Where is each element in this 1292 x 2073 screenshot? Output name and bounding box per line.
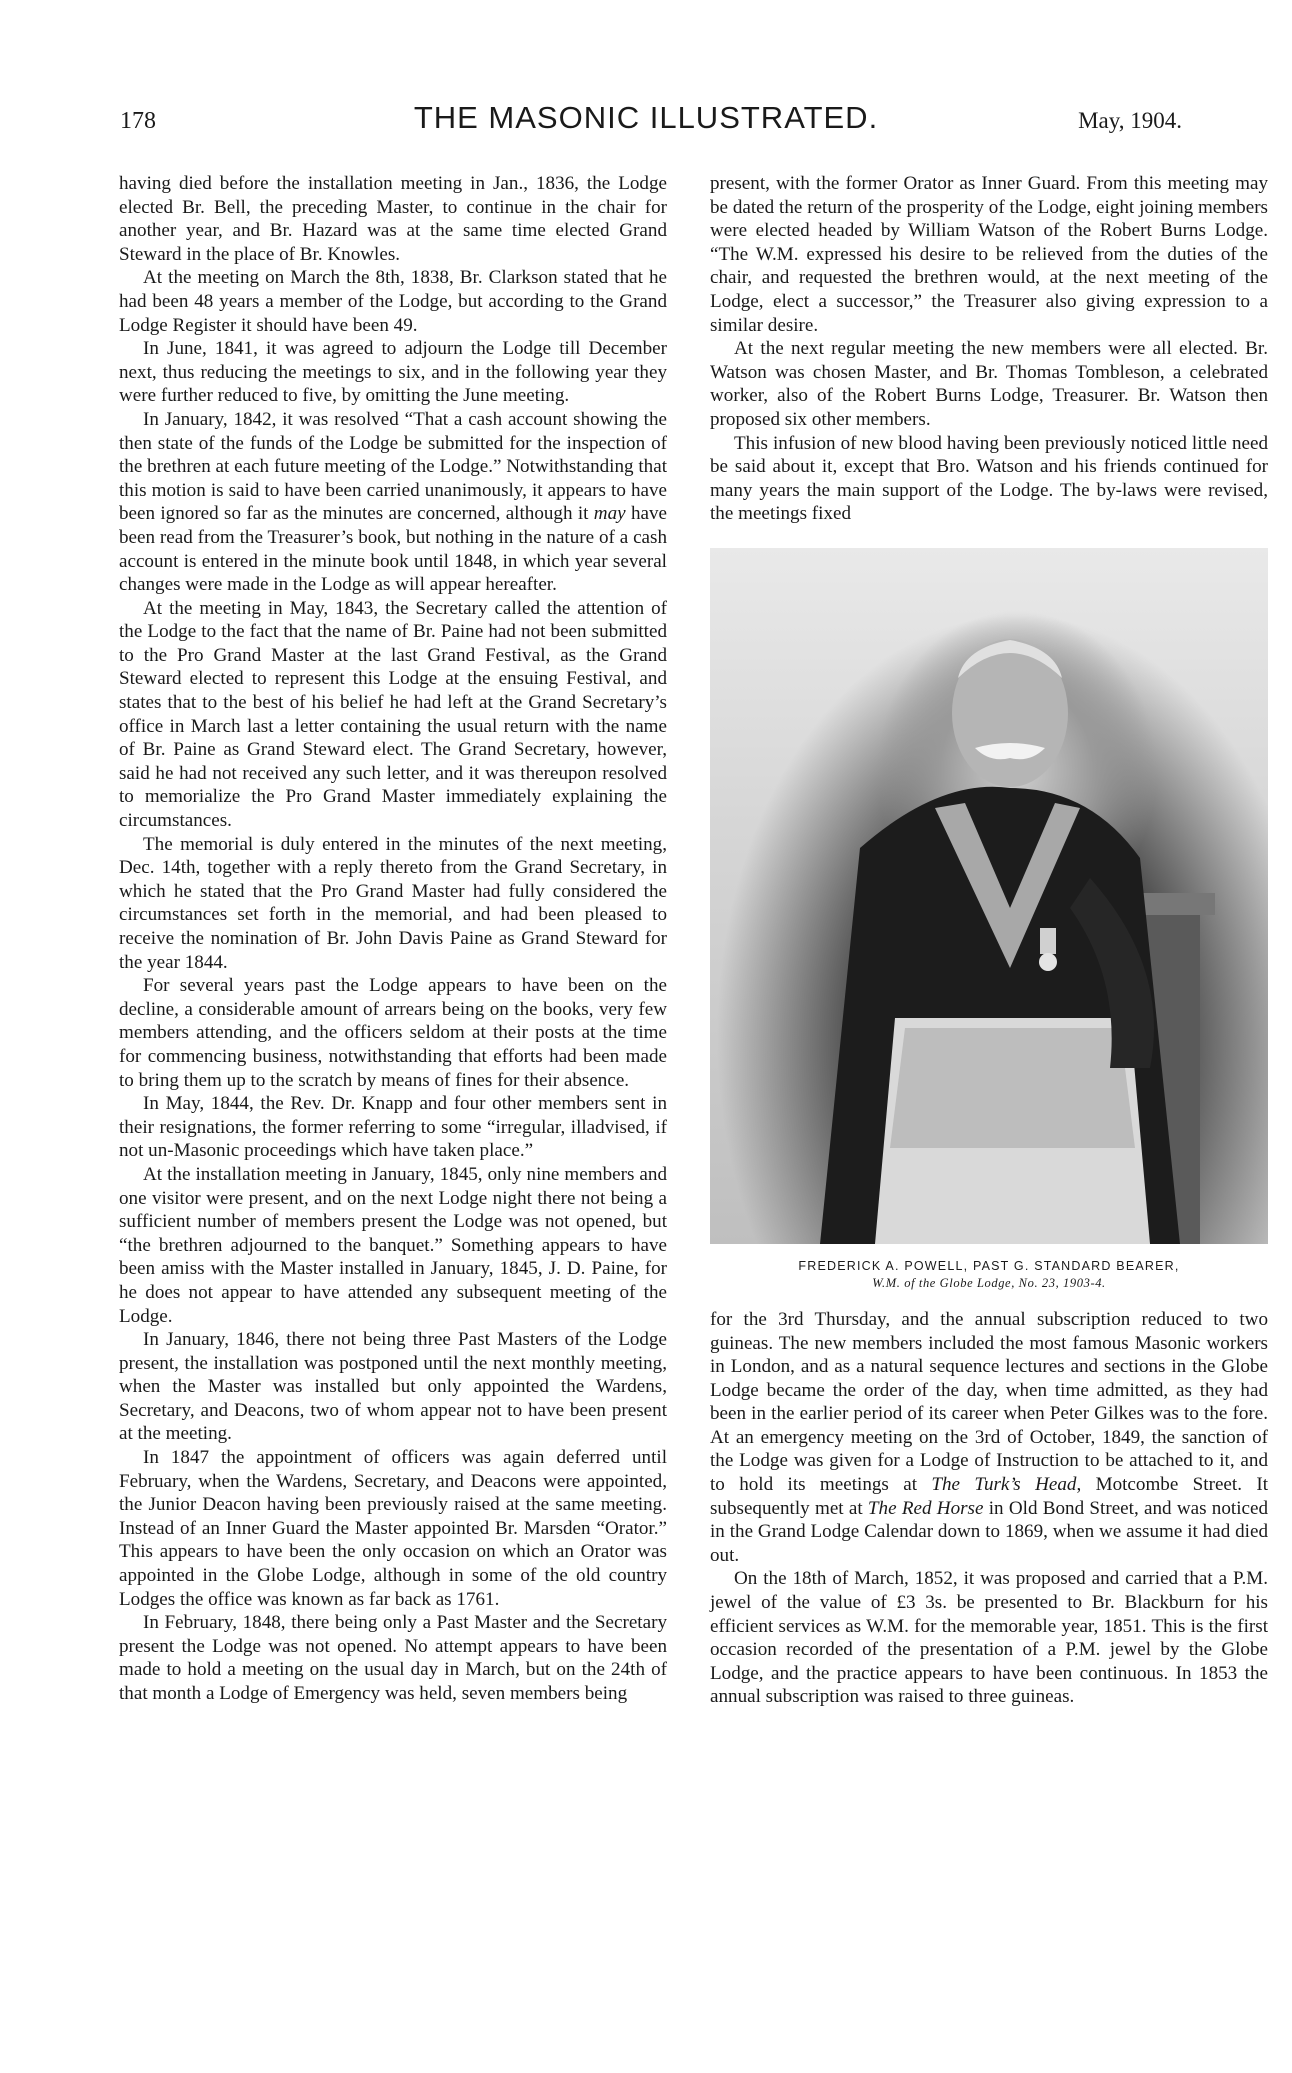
text-run: in Old Bond Street, and was noticed in the Grand Lodge Calendar down to 1869, when we assume it had died out. bbox=[710, 1497, 1268, 1566]
paragraph: In 1847 the appointment of officers was again deferred until February, when the Wardens, Secretary, and Deacons were appointed, the Junior Deacon having been previously raised at the same meeting. Instead of an Inner Guard the Master appointed Br. Marsden “Orator.” This appears to have been the only occasion on which an Orator was appointed in the Globe Lodge, although in some of the old country Lodges the office was known as far back as 1761. bbox=[119, 1447, 667, 1610]
paragraph: having died before the installation meeting in Jan., 1836, the Lodge elected Br. Bell, the preceding Master, to continue in the chair for another year, and Br. Hazard was at the same time elected Grand Steward in the place of Br. Knowles. bbox=[119, 173, 667, 265]
paragraph: In May, 1844, the Rev. Dr. Knapp and four other members sent in their resignations, the former referring to some “irregular, illadvised, if not un-Masonic proceedings which have taken place.” bbox=[119, 1093, 667, 1162]
paragraph: In January, 1846, there not being three Past Masters of the Lodge present, the installation was postponed until the next monthly meeting, when the Master was installed but only appointed the Wardens, Secretary, and Deacons, two of whom appear not to have been present at the meeting. bbox=[119, 1329, 667, 1445]
portrait-photograph bbox=[710, 548, 1268, 1244]
paragraph: At the next regular meeting the new members were all elected. Br. Watson was chosen Master, and Br. Thomas Tombleson, a celebrated worker, also of the Robert Burns Lodge, Treasurer. Br. Watson then proposed six other members. bbox=[710, 338, 1268, 430]
emphasis: The Turk’s Head bbox=[931, 1474, 1077, 1496]
text-run: , Motcombe Street. It subsequently met at bbox=[710, 1474, 1269, 1519]
paragraph: In June, 1841, it was agreed to adjourn the Lodge till December next, thus reducing the meetings to six, and in the following year they were further reduced to five, by omitting the June meeting. bbox=[119, 338, 667, 407]
paragraph: present, with the former Orator as Inner Guard. From this meeting may be dated the return of the prosperity of the Lodge, eight joining members were elected headed by William Watson of the Robert Burns Lodge. “The W.M. expressed his desire to be relieved from the duties of the chair, and requested the brethren would, at the next meeting of the Lodge, elect a successor,” the Treasurer also giving expression to a similar desire. bbox=[710, 173, 1268, 336]
paragraph: In February, 1848, there being only a Past Master and the Secretary present the Lodge was not opened. No attempt appears to have been made to hold a meeting on the usual day in March, but on the 24th of that month a Lodge of Emergency was held, seven members being bbox=[119, 1612, 667, 1704]
text-run: for the 3rd Thursday, and the annual subscription reduced to two guineas. The new members included the most famous Masonic workers in London, and as a natural sequence lectures and sections in the Globe Lodge became the order of the day, when time admitted, as they had been in the earlier period of its career when Peter Gilkes was to the fore. At an emergency meeting on the 3rd of October, 1849, the sanction of the Lodge was given for a Lodge of Instruction to be attached to it, and to hold its meetings at bbox=[710, 1308, 1268, 1496]
journal-title: THE MASONIC ILLUSTRATED. bbox=[413, 100, 879, 135]
text-run: have been read from the Treasurer’s book, but nothing in the nature of a cash account is entered in the minute book until 1848, in which year several changes were made in the Lodge as will appear hereafter. bbox=[119, 503, 667, 596]
paragraph: For several years past the Lodge appears to have been on the decline, a considerable amount of arrears being on the books, very few members attending, and the officers seldom at their posts at the time for commencing business, notwithstanding that efforts had been made to bring them up to the scratch by means of fines for their absence. bbox=[119, 975, 667, 1091]
portrait-caption bbox=[710, 1258, 1268, 1292]
issue-date: May, 1904. bbox=[1078, 108, 1182, 133]
emphasis: may bbox=[593, 503, 626, 525]
left-column bbox=[119, 172, 667, 1706]
paragraph: At the meeting in May, 1843, the Secretary called the attention of the Lodge to the fact that the name of Br. Paine had not been submitted to the Pro Grand Master at the last Grand Festival, as the Grand Steward elected to represent this Lodge at the ensuing Festival, and states that to the best of his belief he had left at the Grand Secretary’s office in March last a letter containing the usual return with the name of Br. Paine as Grand Steward elect. The Grand Secretary, however, said he had not received any such letter, and it was thereupon resolved to memorialize the Pro Grand Master immediately explaining the circumstances. bbox=[119, 597, 667, 832]
paragraph bbox=[710, 1308, 1268, 1568]
paragraph bbox=[119, 408, 667, 597]
paragraph: At the meeting on March the 8th, 1838, Br. Clarkson stated that he had been 48 years a member of the Lodge, but according to the Grand Lodge Register it should have been 49. bbox=[119, 267, 667, 336]
caption-name: FREDERICK A. POWELL, PAST G. STANDARD BEARER, bbox=[798, 1258, 1180, 1273]
running-head bbox=[0, 100, 1292, 140]
page-number: 178 bbox=[120, 108, 156, 134]
paragraph: The memorial is duly entered in the minutes of the next meeting, Dec. 14th, together with a reply thereto from the Grand Secretary, in which he stated that the Pro Grand Master had fully considered the circumstances set forth in the memorial, and had been pleased to receive the nomination of Br. John Davis Paine as Grand Steward for the year 1844. bbox=[119, 833, 667, 973]
paragraph: At the installation meeting in January, 1845, only nine members and one visitor were present, and on the next Lodge night there not being a sufficient number of members present the Lodge was not opened, but “the brethren adjourned to the banquet.” Something appears to have been amiss with the Master installed in January, 1845, J. D. Paine, for he does not appear to have attended any subsequent meeting of the Lodge. bbox=[119, 1163, 667, 1327]
paragraph: This infusion of new blood having been previously noticed little need be said about it, except that Bro. Watson and his friends continued for many years the main support of the Lodge. The by-laws were revised, the meetings fixed bbox=[710, 432, 1268, 525]
emphasis: The Red Horse bbox=[867, 1497, 984, 1519]
paragraph: On the 18th of March, 1852, it was proposed and carried that a P.M. jewel of the value of £3 3s. be presented to Br. Blackburn for his efficient services as W.M. for the memorable year, 1851. This is the first occasion recorded of the presentation of a P.M. jewel by the Globe Lodge, and the practice appears to have been continuous. In 1853 the annual subscription was raised to three guineas. bbox=[710, 1568, 1268, 1708]
text-run: In January, 1842, it was resolved “That a cash account showing the then state of the funds of the Lodge be submitted for the inspection of the brethren at each future meeting of the Lodge.” Notwithstanding that this motion is said to have been carried unanimously, it appears to have been ignored so far as the minutes are concerned, although it bbox=[119, 408, 667, 525]
caption-subline: W.M. of the Globe Lodge, No. 23, 1903-4. bbox=[872, 1275, 1106, 1290]
portrait-figure-icon bbox=[710, 548, 1268, 1244]
right-column bbox=[710, 172, 1268, 1709]
